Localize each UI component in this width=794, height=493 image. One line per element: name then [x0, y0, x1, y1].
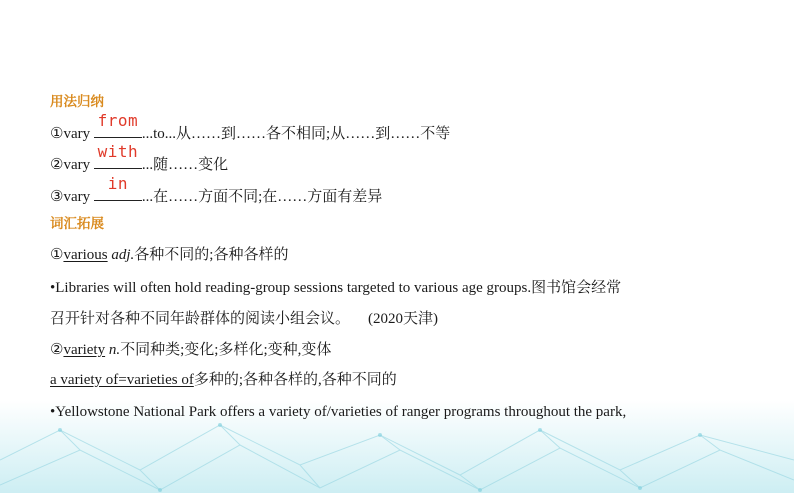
- fill-blank-3[interactable]: [94, 174, 142, 201]
- answer-text: in: [107, 174, 128, 193]
- vocab-expansion-heading: 词汇拓展: [50, 216, 104, 232]
- word-various: various: [63, 247, 108, 263]
- answer-text: from: [97, 111, 139, 130]
- usage-item-3: ③vary in ...在……方面不同;在……方面有差异: [50, 174, 383, 205]
- example-source: (2020天津): [368, 311, 439, 327]
- word-variety: variety: [63, 342, 106, 358]
- usage-summary-heading: 用法归纳: [50, 94, 104, 110]
- fill-blank-2[interactable]: [94, 142, 142, 169]
- example-sentence-1: •Libraries will often hold reading-group sessions targeted to various age groups.图书馆会经常: [50, 280, 622, 296]
- vocab-item-variety: ②variety n.不同种类;变化;多样化;变种,变体: [50, 342, 332, 358]
- vocab-item-various: ①various adj.各种不同的;各种各样的: [50, 247, 289, 263]
- example-translation-1: 召开针对各种不同年龄群体的阅读小组会议。 (2020天津): [50, 311, 439, 327]
- answer-text: with: [97, 142, 139, 161]
- example-sentence-2: •Yellowstone National Park offers a variety of/varieties of ranger programs throughout the park,: [50, 404, 627, 420]
- fill-blank-1[interactable]: [94, 111, 142, 138]
- usage-item-2: ②vary with ...随……变化: [50, 142, 229, 173]
- phrase-text: a variety of=varieties of: [50, 372, 194, 388]
- phrase-a-variety-of: a variety of=varieties of多种的;各种各样的,各种不同的: [50, 372, 397, 388]
- usage-item-1: ①vary from ...to...从……到……各不相同;从……到……不等: [50, 111, 451, 142]
